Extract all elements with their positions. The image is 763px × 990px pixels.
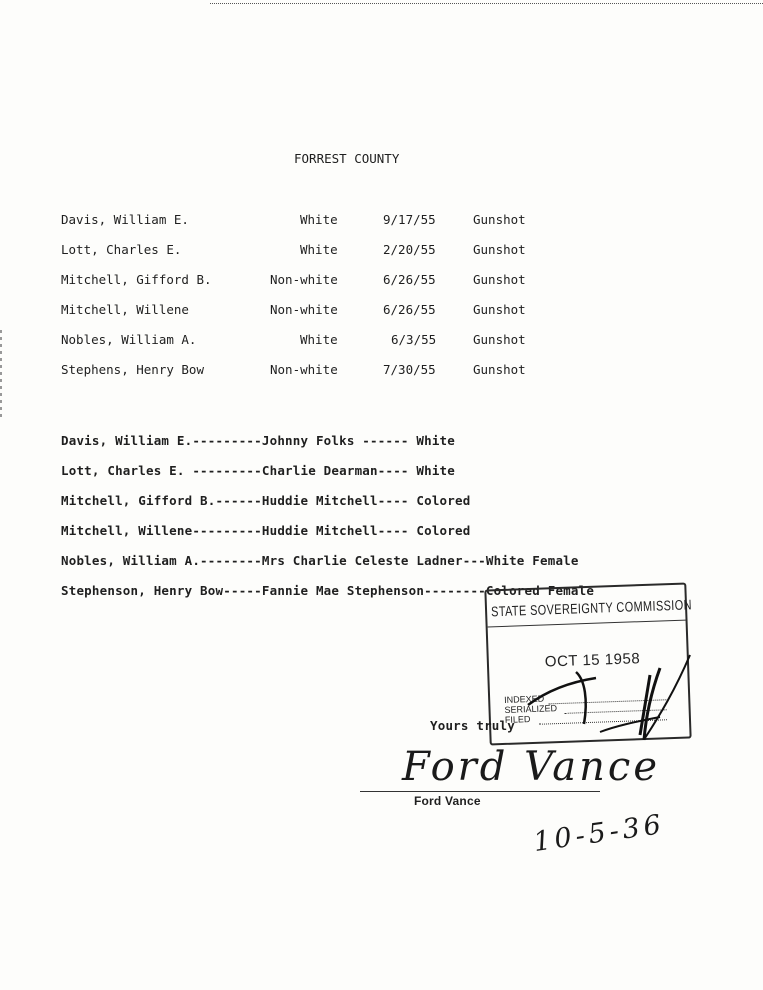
stamp-indexed-label: INDEXED <box>504 693 545 705</box>
stamp-date: OCT 15 1958 <box>544 650 641 671</box>
stamp-header: STATE SOVEREIGNTY COMMISSION <box>490 596 693 620</box>
list-item: Mitchell, Gifford B.------Huddie Mitchell---- Colored <box>61 493 471 508</box>
record-race: Non-white <box>270 302 338 317</box>
record-race: White <box>300 242 338 257</box>
list-item: Stephenson, Henry Bow-----Fannie Mae Stephenson--------Colored Female <box>61 583 595 598</box>
list-item: Mitchell, Willene---------Huddie Mitchell---- Colored <box>61 523 471 538</box>
record-name: Lott, Charles E. <box>61 242 182 257</box>
closing-text: Yours truly <box>430 718 515 733</box>
file-number: 10-5-36 <box>531 808 667 859</box>
list-item: Davis, William E.---------Johnny Folks ------ White <box>61 433 456 448</box>
record-date: 6/26/55 <box>383 272 436 287</box>
record-cause: Gunshot <box>473 332 526 347</box>
record-date: 6/26/55 <box>383 302 436 317</box>
signature-line <box>360 791 600 792</box>
record-cause: Gunshot <box>473 272 526 287</box>
page-title: FORREST COUNTY <box>294 151 400 166</box>
stamp-serialized-label: SERIALIZED <box>504 703 558 715</box>
record-date: 9/17/55 <box>383 212 436 227</box>
list-item: Lott, Charles E. ---------Charlie Dearman---- White <box>61 463 456 478</box>
record-cause: Gunshot <box>473 212 526 227</box>
record-date: 6/3/55 <box>391 332 437 347</box>
list-item: Nobles, William A.--------Mrs Charlie Celeste Ladner---White Female <box>61 553 579 568</box>
record-name: Mitchell, Willene <box>61 302 189 317</box>
record-race: Non-white <box>270 272 338 287</box>
signer-name: Ford Vance <box>414 794 481 808</box>
record-name: Nobles, William A. <box>61 332 197 347</box>
record-cause: Gunshot <box>473 302 526 317</box>
record-race: White <box>300 212 338 227</box>
record-name: Davis, William E. <box>61 212 189 227</box>
record-cause: Gunshot <box>473 242 526 257</box>
record-race: White <box>300 332 338 347</box>
record-date: 2/20/55 <box>383 242 436 257</box>
record-date: 7/30/55 <box>383 362 436 377</box>
signature: Ford Vance <box>402 744 660 790</box>
record-name: Mitchell, Gifford B. <box>61 272 212 287</box>
record-cause: Gunshot <box>473 362 526 377</box>
record-name: Stephens, Henry Bow <box>61 362 204 377</box>
record-race: Non-white <box>270 362 338 377</box>
stamp-filed-label: FILED <box>504 714 531 725</box>
